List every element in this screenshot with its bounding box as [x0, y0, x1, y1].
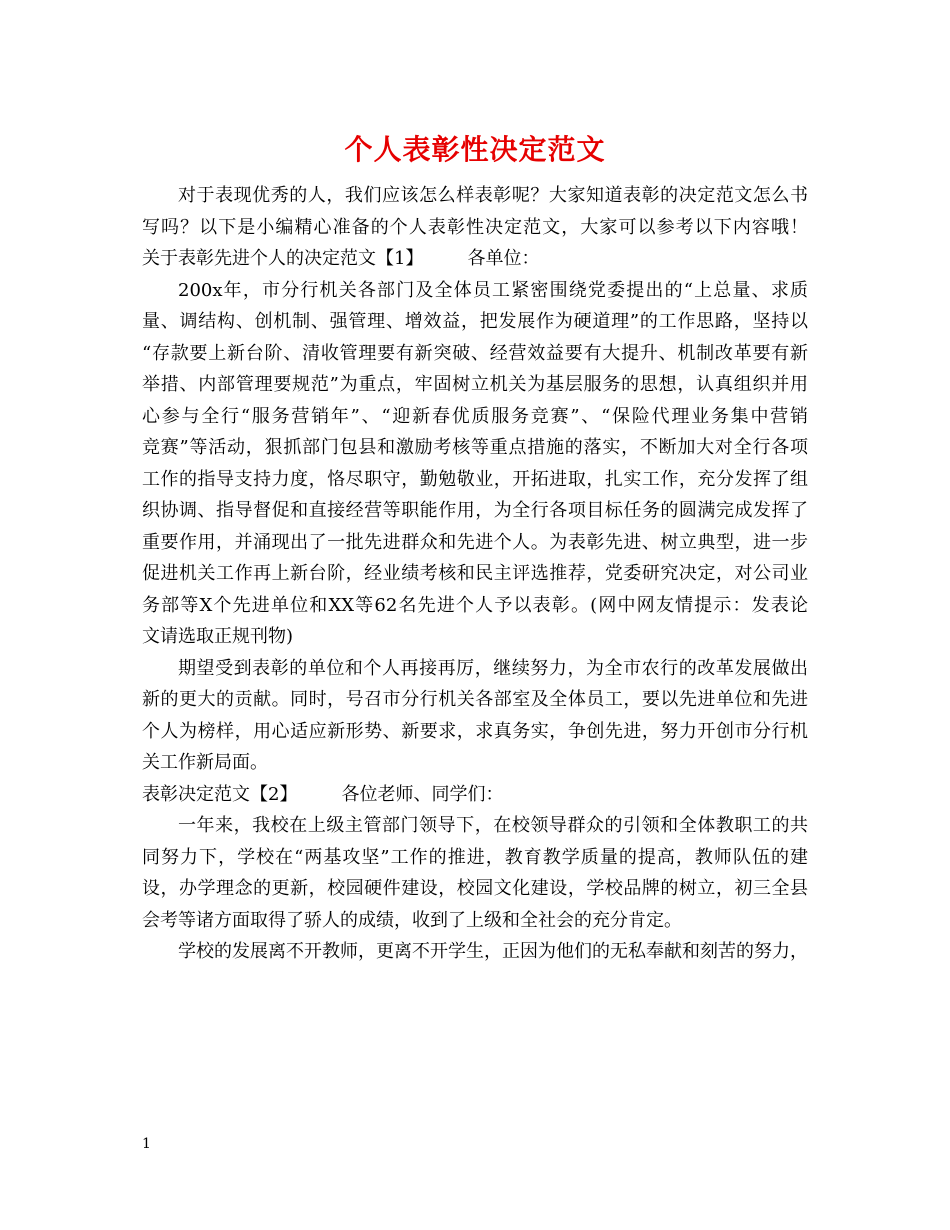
line-text: 个人为榜样，用心适应新形势、新要求，求真务实，争创先进，努力开创市分行机	[142, 720, 808, 742]
paragraph-line	[142, 338, 808, 370]
line-text: 心参与全行“服务营销年”、“迎新春优质服务竞赛”、“保险代理业务集中营销	[142, 405, 808, 427]
paragraph-line	[142, 369, 808, 401]
paragraph-line	[142, 842, 808, 874]
paragraph-line	[142, 653, 808, 685]
line-text: 表彰决定范文【2】	[142, 783, 298, 805]
paragraph-line	[142, 684, 808, 716]
line-text: 200x年，市分行机关各部门及全体员工紧密围绕党委提出的“上总量、求质	[178, 279, 808, 301]
line-text: 量、调结构、创机制、强管理、增效益，把发展作为硬道理”的工作思路，坚持以	[142, 311, 808, 332]
line-text: 工作的指导支持力度，恪尽职守，勤勉敬业，开拓进取，扎实工作，充分发挥了组	[142, 468, 808, 490]
document-title: 个人表彰性决定范文	[344, 133, 606, 166]
document-body	[142, 180, 808, 968]
line-text: 务部等X个先进单位和XX等62名先进个人予以表彰。(网中网友情提示：发表论	[142, 594, 808, 616]
line-text: 关工作新局面。	[142, 752, 268, 773]
line-text: 会考等诸方面取得了骄人的成绩，收到了上级和全社会的充分肯定。	[142, 909, 682, 931]
paragraph-line	[142, 810, 808, 842]
salutation-text: 各位老师、同学们：	[341, 783, 504, 805]
line-text: 设，办学理念的更新，校园硬件建设，校园文化建设，学校品牌的树立，初三全县	[142, 878, 808, 899]
line-text: “存款要上新台阶、清收管理要有新突破、经营效益要有大提升、机制改革要有新	[142, 342, 808, 364]
paragraph-line	[142, 306, 808, 338]
line-text: 学校的发展离不开教师，更离不开学生，正因为他们的无私奉献和刻苦的努力，	[178, 941, 808, 962]
paragraph-line	[142, 432, 808, 464]
paragraph-line	[142, 275, 808, 307]
paragraph-line	[142, 873, 808, 905]
line-text: 新的更大的贡献。同时，号召市分行机关各部室及全体员工，要以先进单位和先进	[142, 689, 808, 710]
paragraph-line	[142, 180, 808, 212]
paragraph-line	[142, 243, 808, 275]
line-text: 文请选取正规刊物)	[142, 626, 294, 647]
line-text: 期望受到表彰的单位和个人再接再厉，继续努力，为全市农行的改革发展做出	[178, 657, 808, 679]
line-text: 一年来，我校在上级主管部门领导下，在校领导群众的引领和全体教职工的共	[178, 815, 808, 836]
paragraph-line	[142, 590, 808, 622]
line-text: 同努力下，学校在“两基攻坚”工作的推进，教育教学质量的提高，教师队伍的建	[142, 846, 808, 868]
paragraph-line	[142, 212, 808, 244]
paragraph-line	[142, 401, 808, 433]
paragraph-line	[142, 936, 808, 968]
line-text: 促进机关工作再上新台阶，经业绩考核和民主评选推荐，党委研究决定，对公司业	[142, 563, 808, 584]
paragraph-line	[142, 779, 808, 811]
page-number: 1	[142, 1136, 151, 1152]
line-text: 竞赛”等活动，狠抓部门包县和激励考核等重点措施的落实，不断加大对全行各项	[142, 437, 808, 458]
salutation-text: 各单位：	[467, 248, 540, 269]
line-text: 重要作用，并涌现出了一批先进群众和先进个人。为表彰先进、树立典型，进一步	[142, 531, 808, 553]
paragraph-line	[142, 905, 808, 937]
paragraph-line	[142, 621, 808, 653]
line-text: 写吗？以下是小编精心准备的个人表彰性决定范文，大家可以参考以下内容哦！	[142, 216, 808, 238]
paragraph-line	[142, 495, 808, 527]
paragraph-line	[142, 716, 808, 748]
paragraph-line	[142, 558, 808, 590]
line-text: 对于表现优秀的人，我们应该怎么样表彰呢？大家知道表彰的决定范文怎么书	[178, 185, 808, 206]
paragraph-line	[142, 527, 808, 559]
line-text: 关于表彰先进个人的决定范文【1】	[142, 248, 424, 269]
paragraph-line	[142, 747, 808, 779]
line-text: 织协调、指导督促和直接经营等职能作用，为全行各项目标任务的圆满完成发挥了	[142, 500, 808, 521]
paragraph-line	[142, 464, 808, 496]
line-text: 举措、内部管理要规范”为重点，牢固树立机关为基层服务的思想，认真组织并用	[142, 374, 808, 395]
